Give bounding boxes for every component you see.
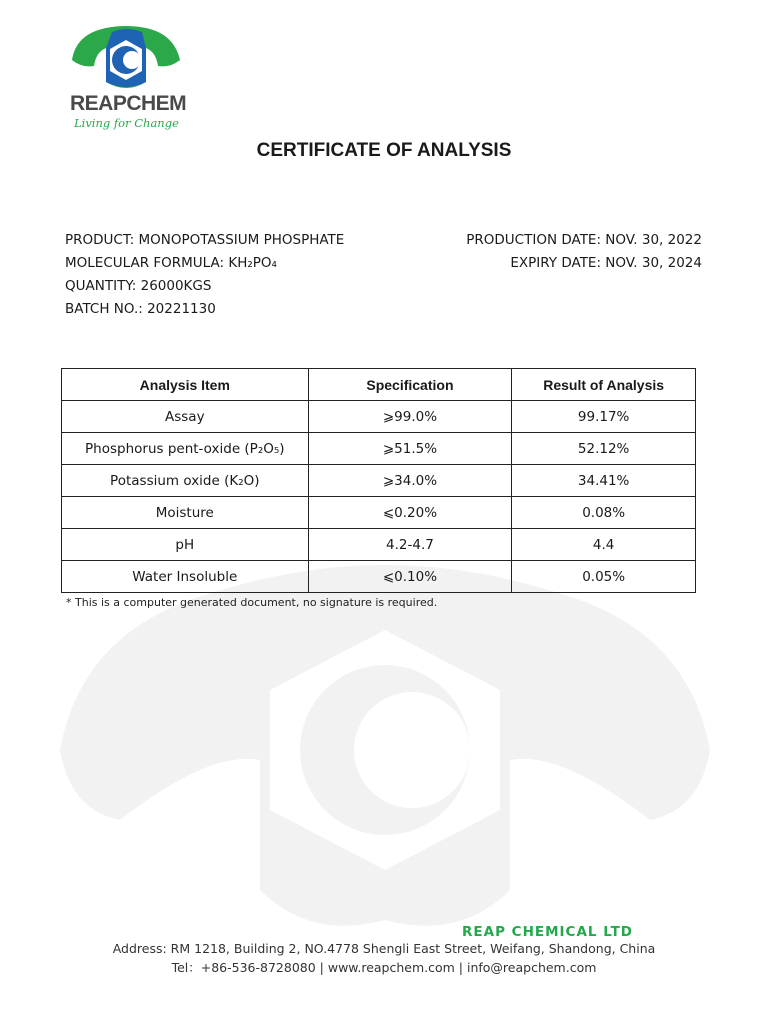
company-name: REAP CHEMICAL LTD <box>462 924 633 940</box>
analysis-item: Water Insoluble <box>62 561 309 593</box>
batch-number: BATCH NO.: 20221130 <box>65 301 216 317</box>
analysis-item: Moisture <box>62 497 309 529</box>
table-row <box>62 401 696 433</box>
document-title: CERTIFICATE OF ANALYSIS <box>256 140 512 161</box>
specification: ⩽0.20% <box>308 497 512 529</box>
analysis-table <box>61 368 696 593</box>
specification: 4.2-4.7 <box>308 529 512 561</box>
product-info-left <box>65 229 344 321</box>
table-row <box>62 465 696 497</box>
result: 34.41% <box>512 465 696 497</box>
result: 0.08% <box>512 497 696 529</box>
product-name: PRODUCT: MONOPOTASSIUM PHOSPHATE <box>65 232 345 248</box>
molecular-formula: MOLECULAR FORMULA: KH₂PO₄ <box>65 255 277 271</box>
company-contact: Tel：+86-536-8728080 | www.reapchem.com | info@reapchem.com <box>171 960 597 975</box>
analysis-item: pH <box>62 529 309 561</box>
product-info-right <box>466 229 702 275</box>
header-result: Result of Analysis <box>512 369 696 401</box>
analysis-item: Assay <box>62 401 309 433</box>
result: 0.05% <box>512 561 696 593</box>
table-row <box>62 561 696 593</box>
production-date: PRODUCTION DATE: NOV. 30, 2022 <box>466 232 702 248</box>
result: 4.4 <box>512 529 696 561</box>
quantity: QUANTITY: 26000KGS <box>65 278 212 294</box>
reapchem-logo-icon <box>66 22 186 94</box>
reapchem-watermark-logo <box>40 560 730 980</box>
signature-footnote: * This is a computer generated document, no signature is required. <box>66 596 438 609</box>
header-specification: Specification <box>308 369 512 401</box>
table-row <box>62 497 696 529</box>
header-analysis-item: Analysis Item <box>62 369 309 401</box>
table-header-row <box>62 369 696 401</box>
brand-name: REAPCHEM <box>70 92 187 115</box>
specification: ⩾51.5% <box>308 433 512 465</box>
specification: ⩽0.10% <box>308 561 512 593</box>
brand-slogan: Living for Change <box>74 116 179 130</box>
result: 52.12% <box>512 433 696 465</box>
analysis-item: Potassium oxide (K₂O) <box>62 465 309 497</box>
company-address: Address: RM 1218, Building 2, NO.4778 Shengli East Street, Weifang, Shandong, China <box>112 941 656 956</box>
table-row <box>62 529 696 561</box>
specification: ⩾34.0% <box>308 465 512 497</box>
result: 99.17% <box>512 401 696 433</box>
table-row <box>62 433 696 465</box>
specification: ⩾99.0% <box>308 401 512 433</box>
analysis-item: Phosphorus pent-oxide (P₂O₅) <box>62 433 309 465</box>
expiry-date: EXPIRY DATE: NOV. 30, 2024 <box>510 255 702 271</box>
